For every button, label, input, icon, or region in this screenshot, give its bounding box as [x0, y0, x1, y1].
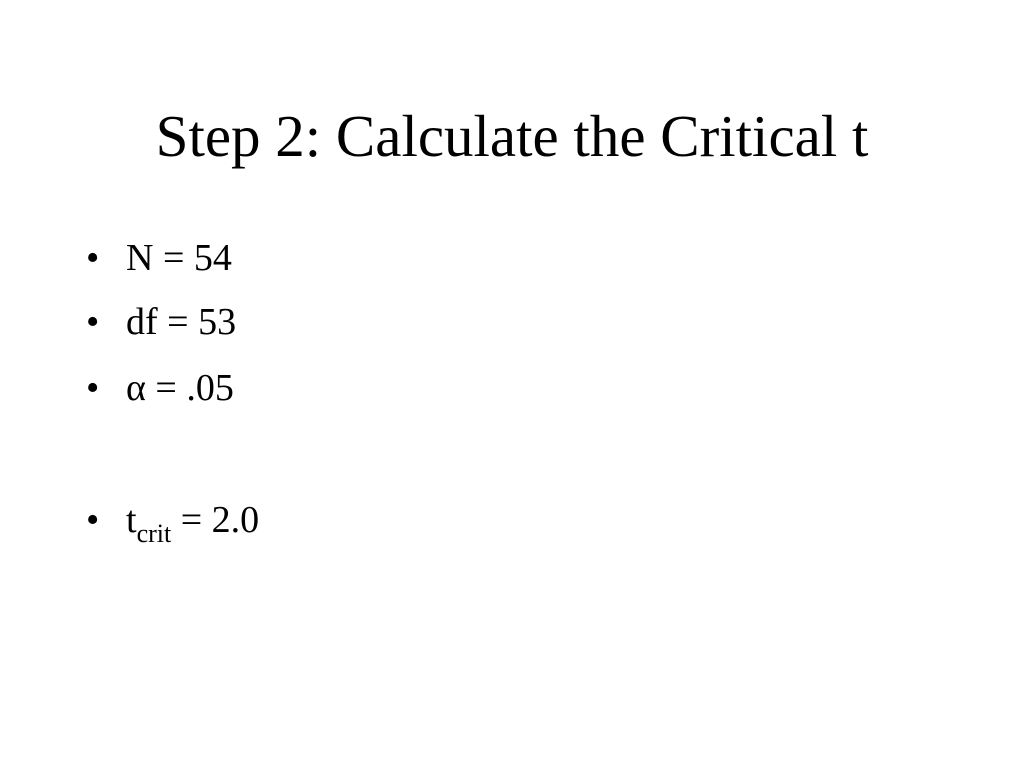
bullet-marker: •: [86, 237, 100, 279]
bullet-marker: •: [86, 499, 100, 541]
bullet-item-n: [86, 236, 232, 280]
tcrit-value: = 2.0: [171, 499, 260, 541]
bullet-text: N = 54: [126, 237, 232, 279]
bullet-item-tcrit: [86, 498, 259, 546]
bullet-text: α = .05: [126, 367, 234, 409]
bullet-marker: •: [86, 301, 100, 343]
slide-title: Step 2: Calculate the Critical t: [155, 103, 869, 169]
bullet-item-alpha: [86, 366, 234, 410]
bullet-marker: •: [86, 367, 100, 409]
tcrit-subscript: crit: [136, 519, 172, 548]
tcrit-base: t: [126, 499, 137, 541]
bullet-item-df: [86, 300, 236, 344]
bullet-text: df = 53: [126, 301, 237, 343]
